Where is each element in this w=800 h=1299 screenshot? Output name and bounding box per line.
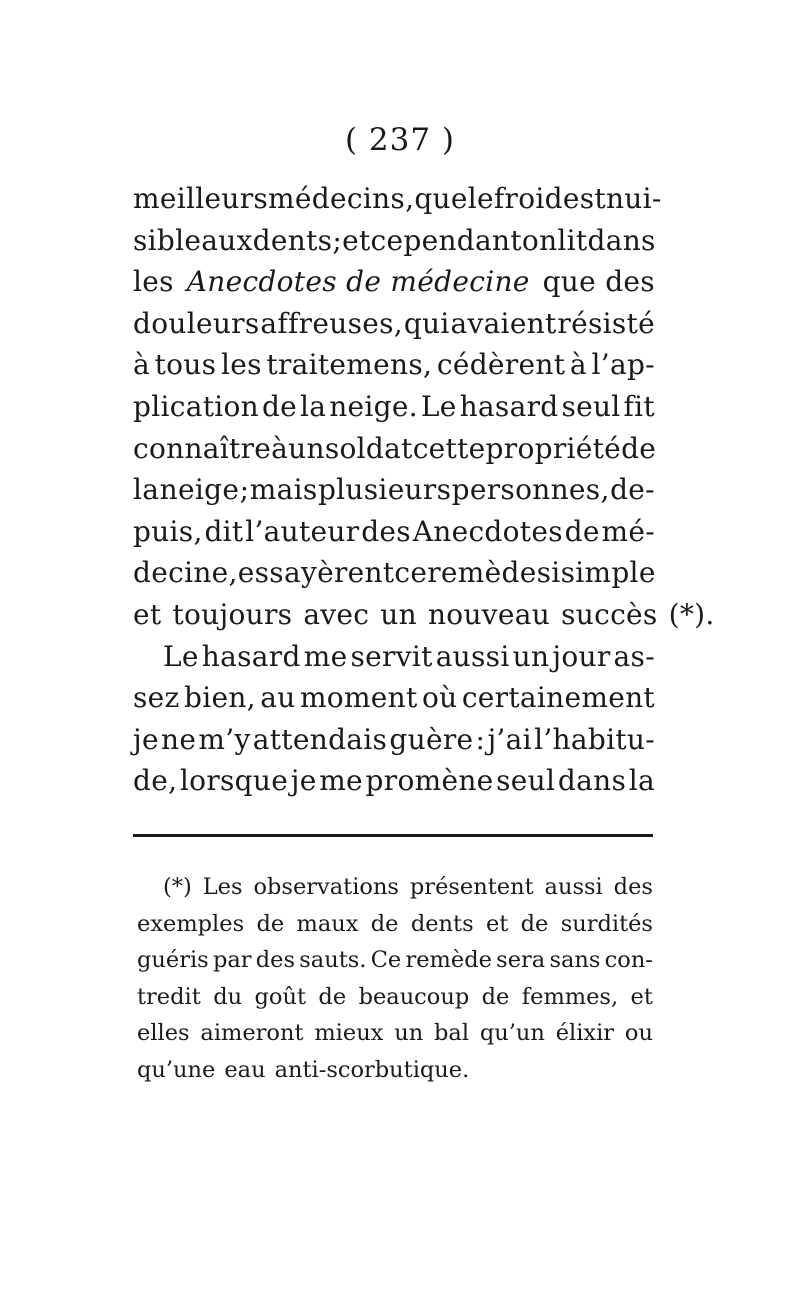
word: beaucoup [358, 983, 470, 1010]
text-line-3-suffix: que des [542, 265, 655, 299]
word: sans [549, 947, 601, 974]
word: la [628, 764, 655, 798]
word: : [475, 722, 486, 756]
text-line-6 [133, 386, 655, 428]
word: et [485, 910, 509, 937]
word: je [133, 722, 159, 756]
word: dents [410, 910, 474, 937]
word: des [255, 947, 296, 974]
word: mieux [314, 1020, 384, 1047]
word: nouveau [427, 597, 551, 631]
word: je [290, 764, 317, 798]
word: goût [254, 983, 306, 1010]
word: du [213, 983, 243, 1010]
word: ce [394, 556, 428, 590]
word: si [536, 556, 561, 590]
word: douleurs [133, 306, 260, 340]
word: eau [224, 1056, 266, 1083]
body-text [133, 178, 715, 802]
text-line-2 [133, 220, 655, 262]
word: sez [133, 681, 180, 715]
text-line-4 [133, 303, 655, 345]
word: Les [202, 874, 243, 900]
word: lit [557, 223, 588, 257]
word: de [621, 431, 657, 465]
word: me [319, 764, 363, 798]
word: promène [365, 764, 494, 798]
word: Le [163, 639, 199, 673]
word: et [630, 983, 653, 1010]
word: con- [604, 947, 653, 974]
word: résisté [557, 306, 655, 340]
word: qu’un [479, 1020, 545, 1047]
word: l’auteur [245, 514, 360, 548]
word: anti-scorbutique. [274, 1056, 470, 1083]
word: qu’une [137, 1056, 216, 1083]
book-title-italic: Anecdotes de médecine [186, 265, 530, 299]
word: moment [299, 681, 418, 715]
footnote-line-3 [137, 942, 653, 979]
word: les [220, 348, 262, 382]
word: puis, [133, 514, 203, 548]
word: l’habitu- [534, 722, 655, 756]
footnote [137, 869, 653, 1089]
word: exemples [137, 910, 245, 937]
word: de [256, 910, 285, 937]
word: jour [552, 639, 611, 673]
text-line-13 [133, 677, 655, 719]
word: aussi [435, 639, 510, 673]
text-line-15 [133, 760, 655, 802]
word: dans [557, 764, 627, 798]
word: remède [427, 556, 537, 590]
word: Anecdotes [412, 514, 563, 548]
word: à [569, 348, 587, 382]
word: de [481, 983, 510, 1010]
word: présentent [409, 874, 534, 900]
word: dents [252, 223, 333, 257]
word: sible [133, 223, 202, 257]
text-line-10 [133, 552, 655, 594]
word: ; [239, 473, 250, 507]
word: des [613, 874, 653, 900]
text-line-8 [133, 469, 655, 511]
word: au [260, 681, 296, 715]
word: un [394, 1020, 424, 1047]
word: froid [493, 182, 563, 215]
word: un [380, 597, 417, 631]
word: essayèrent [237, 556, 395, 590]
text-line-9 [133, 511, 655, 553]
word: remède [405, 947, 492, 974]
word: aussi [544, 874, 603, 900]
word: de [520, 910, 549, 937]
footnote-line-2 [137, 906, 653, 943]
word: nui- [605, 182, 662, 215]
word: decine, [133, 556, 238, 590]
text-line-7 [133, 428, 655, 470]
text-line-5 [133, 344, 655, 386]
word: l’ap- [591, 348, 655, 382]
word: élixir [555, 1020, 615, 1047]
word: lorsque [179, 764, 289, 798]
word: surdités [560, 910, 653, 937]
word: simple [560, 556, 656, 590]
footnote-line-6 [137, 1052, 653, 1089]
word: maux [296, 910, 359, 937]
text-line-3-prefix: les [133, 265, 174, 299]
word: sera [496, 947, 546, 974]
word: tredit [137, 983, 201, 1010]
word: neige. [329, 389, 418, 423]
text-line-14 [133, 719, 655, 761]
word: aux [201, 223, 253, 257]
word: hasard [201, 639, 301, 673]
word: as- [613, 639, 655, 673]
word: soldat [324, 431, 413, 465]
word: (*) [163, 874, 192, 900]
word: on [521, 223, 558, 257]
word: plication [133, 389, 260, 423]
word: de [370, 910, 399, 937]
word: cependant [370, 223, 522, 257]
word: et [342, 223, 371, 257]
word: traitemens, [266, 348, 433, 382]
word: des [361, 514, 411, 548]
word: de [564, 514, 600, 548]
word: ne [161, 722, 197, 756]
word: par [212, 947, 252, 974]
word: femmes, [521, 983, 619, 1010]
word: cédèrent [436, 348, 566, 382]
text-line-3 [133, 261, 655, 303]
word: le [467, 182, 494, 215]
footnote-line-5 [137, 1015, 653, 1052]
text-line-12 [133, 636, 655, 678]
word: Le [420, 389, 457, 423]
word: un [288, 431, 325, 465]
word: me [303, 639, 348, 673]
word: tous [154, 348, 217, 382]
word: fit [623, 389, 655, 423]
word: hasard [459, 389, 559, 423]
word: dit [204, 514, 244, 548]
footnote-separator [133, 834, 653, 837]
word: guère [389, 722, 474, 756]
word: neige [159, 473, 240, 507]
word: mé- [601, 514, 655, 548]
word: (*). [668, 597, 715, 631]
word: j’ai [487, 722, 532, 756]
word: connaître [133, 431, 272, 465]
text-line-1 [133, 178, 662, 220]
word: plusieurs [317, 473, 452, 507]
word: servit [350, 639, 433, 673]
word: de [261, 389, 298, 423]
word: médecins, [268, 182, 415, 215]
word: attendais [252, 722, 388, 756]
word: elles [137, 1020, 190, 1047]
word: la [300, 389, 327, 423]
word: cette [412, 431, 486, 465]
word: seul [561, 389, 621, 423]
word: mais [249, 473, 318, 507]
word: et [133, 597, 162, 631]
word: toujours [172, 597, 293, 631]
word: meilleurs [133, 182, 269, 215]
word: qui [403, 306, 450, 340]
page-number: ( 237 ) [344, 122, 456, 158]
word: bal [434, 1020, 470, 1047]
word: est [562, 182, 606, 215]
word: seul [496, 764, 556, 798]
word: de, [133, 764, 178, 798]
footnote-line-1 [137, 869, 653, 906]
word: de [318, 983, 347, 1010]
word: succès [561, 597, 658, 631]
word: un [512, 639, 550, 673]
word: ou [624, 1020, 653, 1047]
word: affreuses, [260, 306, 403, 340]
word: de- [610, 473, 655, 507]
word: avaient [450, 306, 557, 340]
word: bien, [183, 681, 256, 715]
word: personnes, [451, 473, 610, 507]
word: observations [253, 874, 399, 900]
word: la [133, 473, 160, 507]
text-line-11 [133, 594, 715, 636]
word: m’y [198, 722, 251, 756]
word: ; [332, 223, 343, 257]
word: Ce [370, 947, 402, 974]
word: dans [587, 223, 656, 257]
word: où [421, 681, 458, 715]
word: avec [303, 597, 370, 631]
word: certainement [461, 681, 655, 715]
footnote-line-4 [137, 979, 653, 1016]
word: guéris [137, 947, 209, 974]
word: aimeront [200, 1020, 304, 1047]
word: sauts. [299, 947, 367, 974]
word: que [414, 182, 468, 215]
word: à [271, 431, 289, 465]
word: à [133, 348, 150, 382]
word: propriété [485, 431, 622, 465]
